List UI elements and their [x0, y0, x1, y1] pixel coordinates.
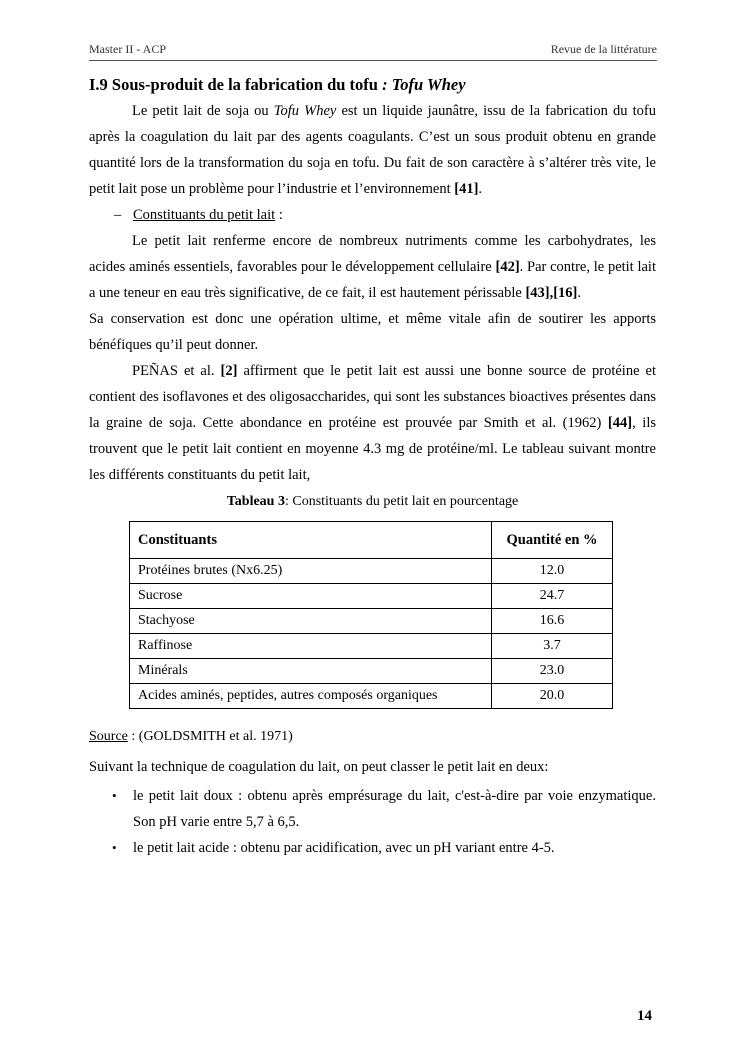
paragraph-conservation: Sa conservation est donc une opération ultime, et même vitale afin de soutirer les apports bénéfiques qu’il peut donner.: [89, 311, 656, 353]
section-title: [89, 72, 656, 98]
section-title-italic: : Tofu Whey: [377, 75, 466, 94]
bullet-text: le petit lait doux : obtenu après emprésurage du lait, c'est-à-dire par voie enzymatique. Son pH varie entre 5,7 à 6,5.: [133, 788, 656, 830]
cell-constituant: Minérals: [130, 659, 492, 684]
subsection-label: Constituants du petit lait: [133, 207, 276, 223]
table-header-row: [130, 522, 613, 559]
para4-text-a: PEÑAS et al.: [132, 363, 221, 379]
paragraph-penas: [89, 358, 656, 488]
table-row: [130, 684, 613, 709]
cell-quantite: 3.7: [492, 634, 613, 659]
paragraph-intro: [89, 98, 656, 202]
classification-intro: Suivant la technique de coagulation du lait, on peut classer le petit lait en deux:: [89, 759, 549, 775]
table-row: [130, 559, 613, 584]
cell-quantite: 24.7: [492, 584, 613, 609]
para4-text-b: affirment que le petit lait est aussi une bonne source de protéine et contient des isoflavones et des oligosaccharides, qui sont les substances bioactives présentes dans la graine de soja. Cette abondance en protéine est prouvée par Smith et al. (1962): [89, 363, 656, 431]
list-item: [89, 783, 656, 835]
source-text: : (GOLDSMITH et al. 1971): [127, 729, 293, 744]
para4-ref2: [44]: [607, 415, 633, 431]
para2-ref1: [42]: [495, 259, 520, 275]
para2-text-a: Le petit lait renferme encore de nombreux nutriments comme les carbohydrates, les acides aminés essentiels, favorables pour le développement cellulaire: [89, 233, 656, 275]
cell-constituant: Stachyose: [130, 609, 492, 634]
bullet-icon: •: [112, 840, 117, 855]
para4-text-c: , ils trouvent que le petit lait contient en moyenne 4.3 mg de protéine/ml. Le tableau suivant montre les différents constituants du petit lait,: [89, 415, 656, 483]
paragraph-nutriments: [89, 228, 656, 306]
cell-constituant: Sucrose: [130, 584, 492, 609]
bullet-list: [89, 783, 656, 861]
page-header: [89, 42, 657, 61]
para2-end: .: [577, 285, 582, 301]
cell-constituant: Raffinose: [130, 634, 492, 659]
table-row: [130, 634, 613, 659]
table-row: [130, 659, 613, 684]
caption-text: : Constituants du petit lait en pourcentage: [284, 494, 519, 509]
table-row: [130, 609, 613, 634]
para4-ref1: [2]: [220, 363, 238, 379]
list-item: [89, 835, 656, 861]
col-header-constituants: Constituants: [130, 522, 492, 559]
header-right: Revue de la littérature: [550, 42, 657, 56]
cell-constituant: Acides aminés, peptides, autres composés organiques: [130, 684, 492, 709]
caption-label: Tableau 3: [226, 494, 285, 509]
table-source: [89, 727, 656, 747]
subsection-suffix: :: [275, 207, 283, 223]
page-content: [89, 72, 656, 861]
subsection-constituants: [89, 202, 656, 228]
dash-marker: –: [114, 207, 122, 223]
para1-text-b: est un liquide jaunâtre, issu de la fabrication du tofu après la coagulation du lait par des agents coagulants. C’est un sous produit obtenu en grande quantité lors de la transformation du soja en tofu. Du fait de son caractère à s’altérer très vite, le petit lait pose un problème pour l’industrie et l’environnement: [89, 103, 656, 197]
para1-text-a: Le petit lait de soja ou: [132, 103, 274, 119]
para1-end: .: [478, 181, 483, 197]
constituants-table: [129, 521, 613, 709]
source-label: Source: [89, 729, 128, 744]
table-caption: [89, 492, 656, 512]
para2-ref2: [43],[16]: [525, 285, 578, 301]
bullet-icon: •: [112, 788, 117, 803]
cell-quantite: 12.0: [492, 559, 613, 584]
para1-italic: Tofu Whey: [273, 103, 337, 119]
para1-ref: [41]: [454, 181, 479, 197]
cell-quantite: 20.0: [492, 684, 613, 709]
para2-text-b: . Par contre, le petit lait a une teneur en eau très significative, de ce fait, il est hautement périssable: [89, 259, 656, 301]
table-row: [130, 584, 613, 609]
bullet-text: le petit lait acide : obtenu par acidification, avec un pH variant entre 4-5.: [133, 840, 555, 856]
col-header-quantite: Quantité en %: [492, 522, 613, 559]
header-left: Master II - ACP: [89, 42, 166, 56]
cell-quantite: 16.6: [492, 609, 613, 634]
section-title-main: I.9 Sous-produit de la fabrication du tofu: [89, 75, 378, 94]
cell-constituant: Protéines brutes (Nx6.25): [130, 559, 492, 584]
cell-quantite: 23.0: [492, 659, 613, 684]
page-number: 14: [637, 1008, 652, 1024]
